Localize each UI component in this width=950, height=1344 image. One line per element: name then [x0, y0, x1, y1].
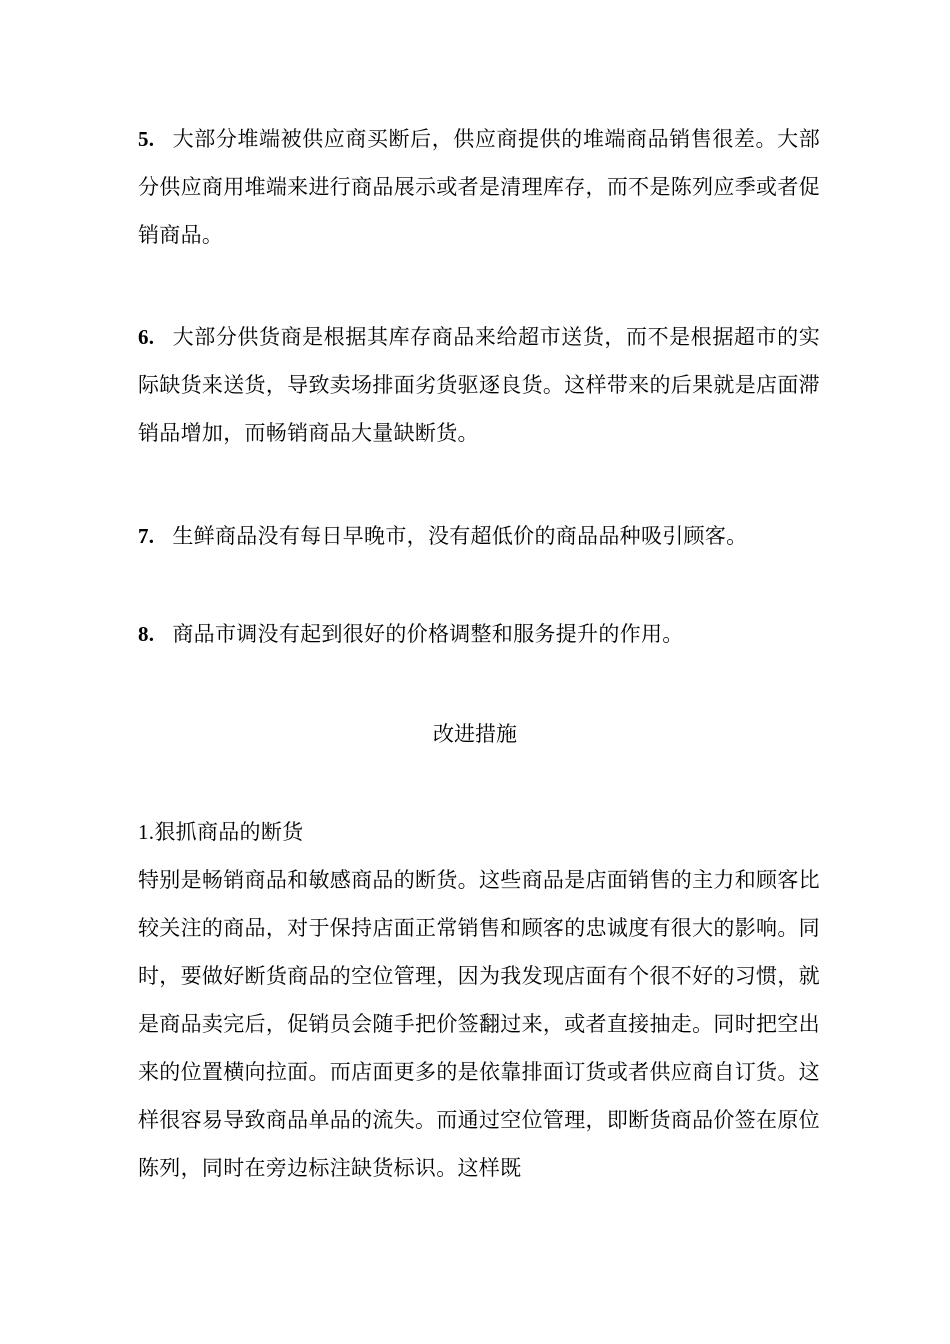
measure-title-text: 狠抓商品的断货 — [154, 820, 304, 844]
list-item-text: 商品市调没有起到很好的价格调整和服务提升的作用。 — [172, 622, 684, 646]
list-item-5 — [138, 115, 820, 259]
measure-body: 特别是畅销商品和敏感商品的断货。这些商品是店面销售的主力和顾客比较关注的商品，对于保持店面正常销售和顾客的忠诚度有很大的影响。同时，要做好断货商品的空位管理，因为我发现店面有个很不好的习惯，就是商品卖完后，促销员会随手把价签翻过来，或者直接抽走。同时把空出来的位置横向拉面。而店面更多的是依靠排面订货或者供应商自订货。这样很容易导致商品单品的流失。而通过空位管理，即断货商品价签在原位陈列，同时在旁边标注缺货标识。这样既 — [138, 868, 820, 1180]
list-item-text: 大部分供货商是根据其库存商品来给超市送货，而不是根据超市的实际缺货来送货，导致卖场排面劣货驱逐良货。这样带来的后果就是店面滞销品增加，而畅销商品大量缺断货。 — [138, 325, 820, 445]
section-heading: 改进措施 — [433, 722, 517, 746]
list-item-number: 7. — [138, 524, 155, 548]
measure-title — [138, 808, 820, 856]
list-item-text: 生鲜商品没有每日早晚市，没有超低价的商品品种吸引顾客。 — [172, 524, 748, 548]
list-item-number: 8. — [138, 622, 155, 646]
list-item-7 — [138, 512, 820, 560]
list-item-6 — [138, 313, 820, 457]
list-item-number: 5. — [138, 127, 155, 151]
list-item-8 — [138, 610, 820, 658]
measure-number: 1. — [138, 820, 155, 844]
list-item-text: 大部分堆端被供应商买断后，供应商提供的堆端商品销售很差。大部分供应商用堆端来进行商品展示或者是清理库存，而不是陈列应季或者促销商品。 — [138, 127, 820, 247]
list-item-number: 6. — [138, 325, 155, 349]
